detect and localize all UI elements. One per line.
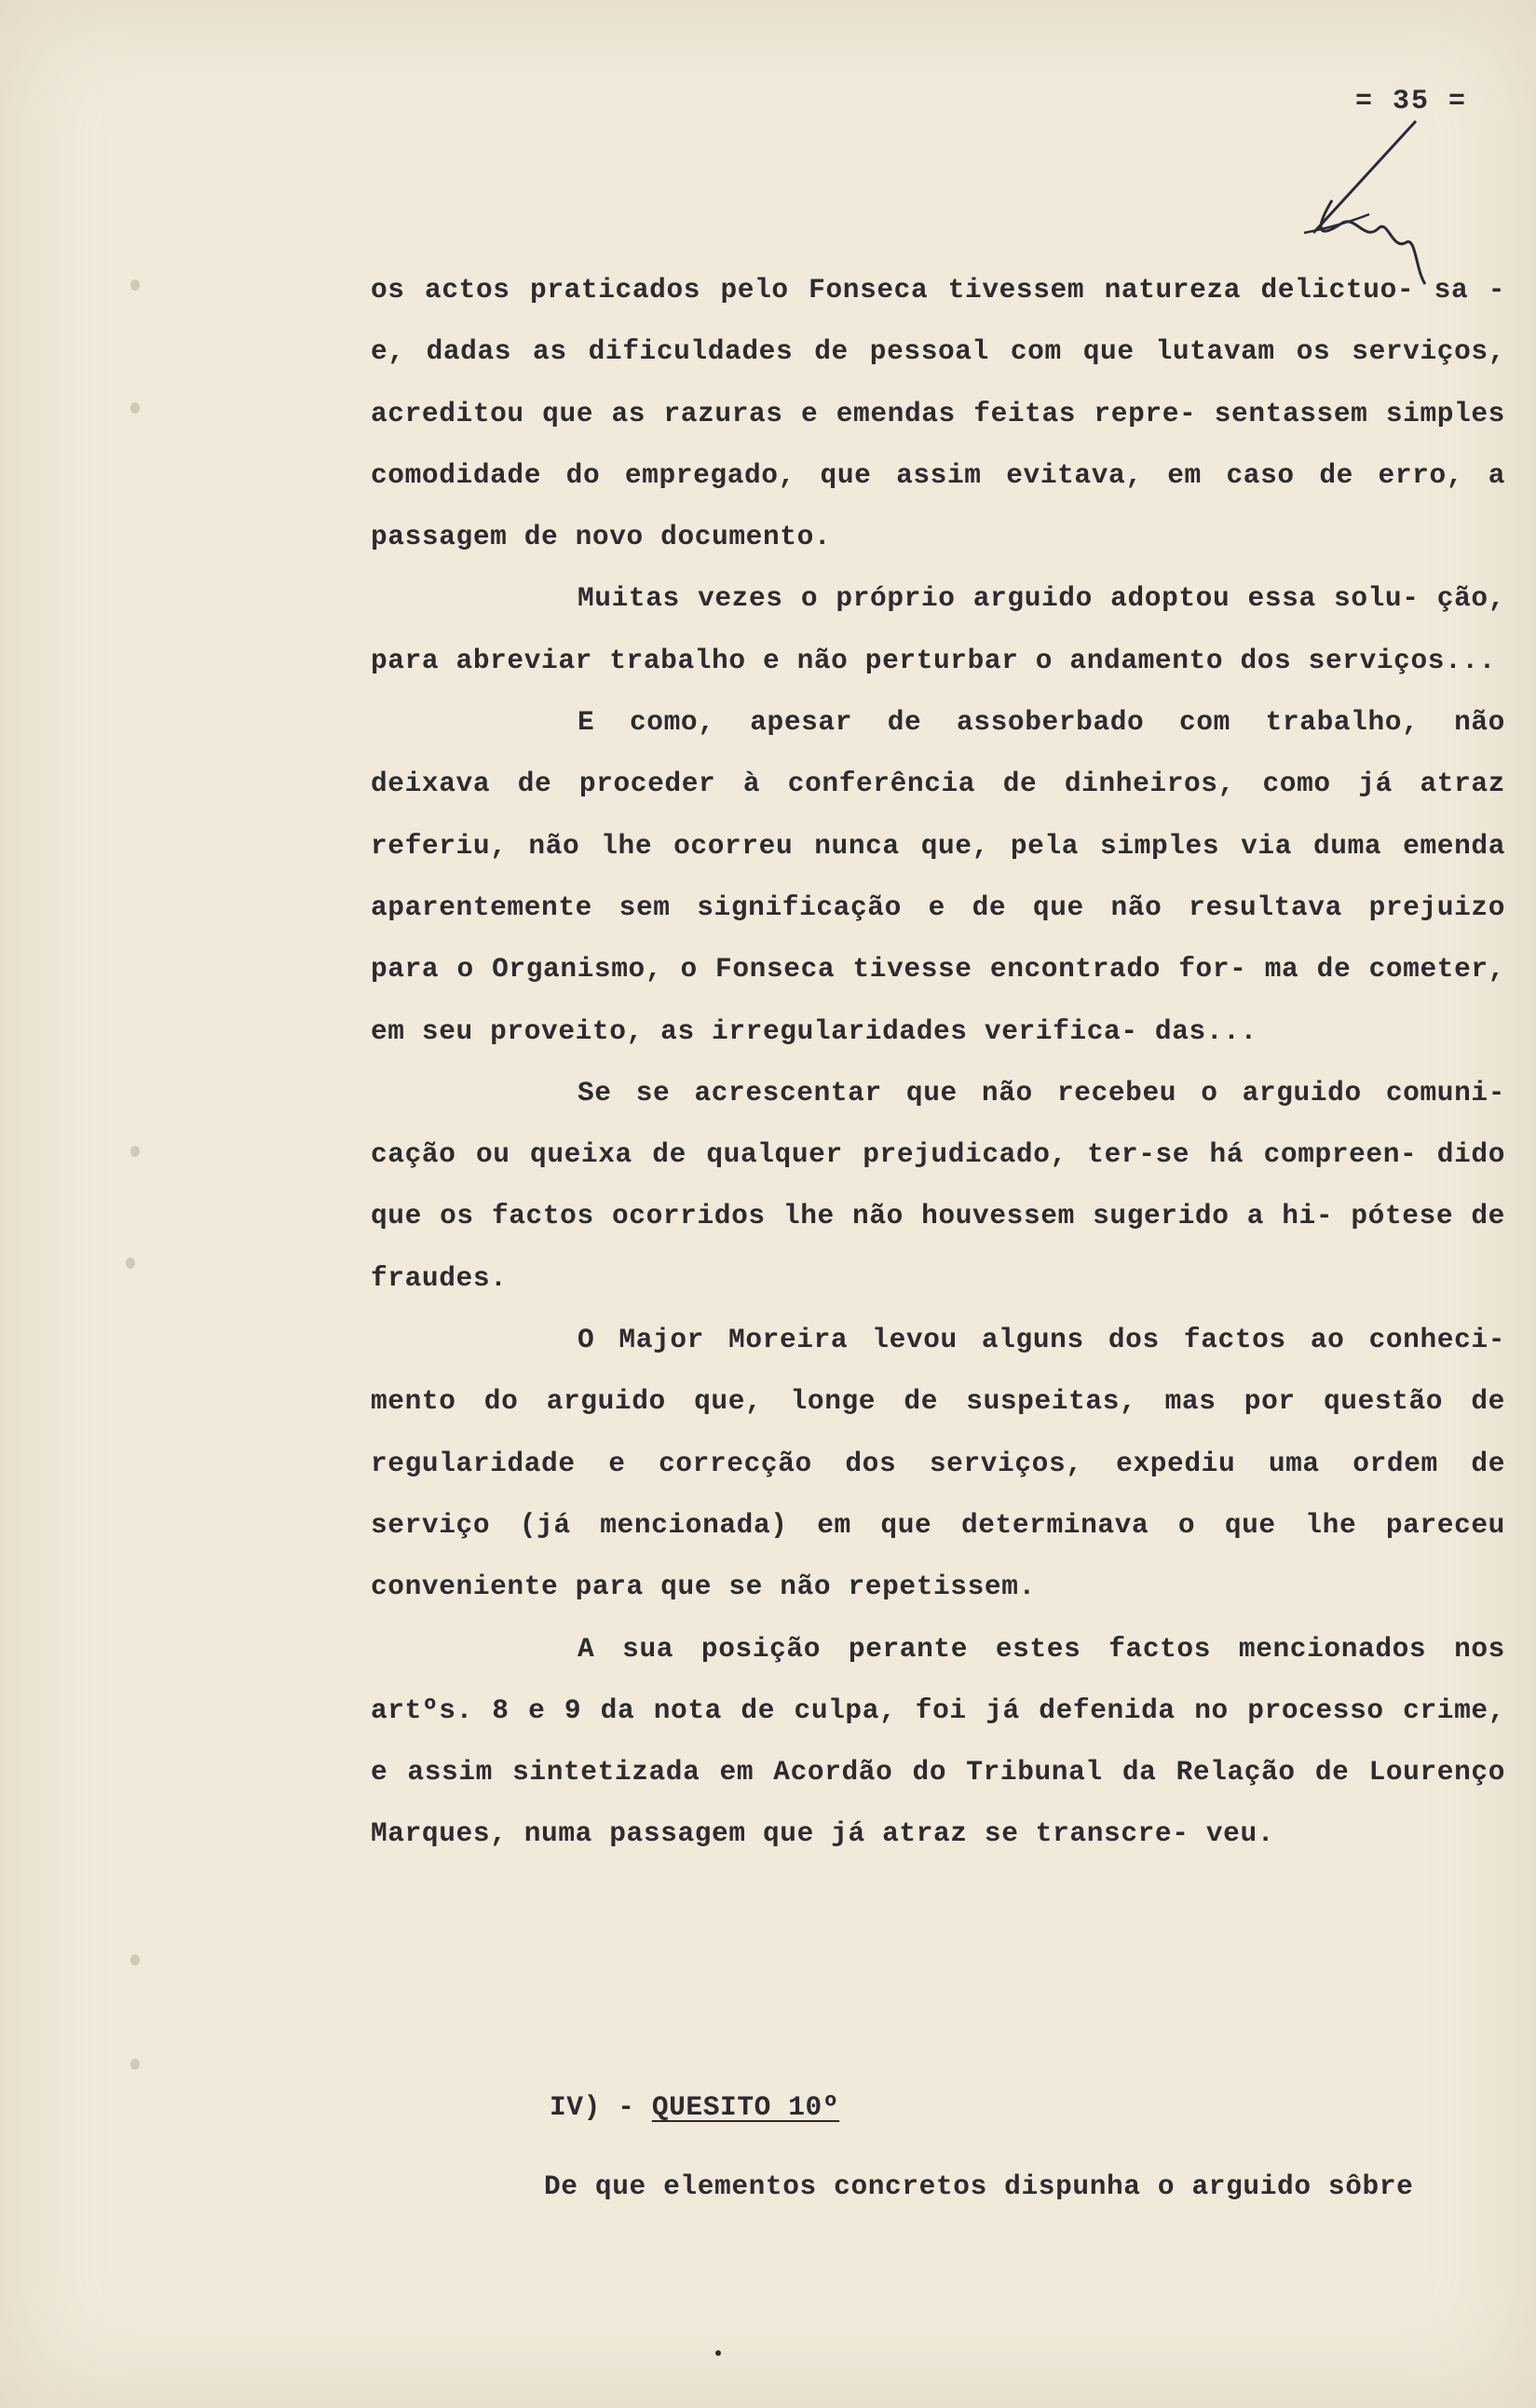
punch-hole <box>130 1954 140 1966</box>
heading-prefix: IV) - <box>550 2091 652 2123</box>
punch-hole <box>130 402 140 414</box>
document-body <box>371 259 1505 1865</box>
punch-hole <box>130 2059 140 2070</box>
paragraph-6: A sua posição perante estes factos mencionados nos artºs. 8 e 9 da nota de culpa, foi já defenida no processo crime, e assim sintetizada em Acordão do Tribunal da Relação de Lourenço Marques, numa passagem que já atraz se transcre- veu. <box>371 1632 1505 1850</box>
paragraph-3: E como, apesar de assoberbado com trabalho, não deixava de proceder à conferência de dinheiros, como já atraz referiu, não lhe ocorreu nunca que, pela simples via duma emenda aparentemente sem significação e de que não resultava prejuizo para o Organismo, o Fonseca tivesse encontrado for- ma de cometer, em seu proveito, as irregularidades verifica- das... <box>371 706 1505 1047</box>
punch-hole <box>130 1146 140 1157</box>
final-line: De que elementos concretos dispunha o arguido sôbre <box>544 2170 1414 2202</box>
ink-dot <box>715 2350 721 2356</box>
punch-hole <box>126 1258 135 1269</box>
heading-title: QUESITO 10º <box>651 2091 840 2123</box>
punch-hole <box>130 279 140 291</box>
paragraph-1: os actos praticados pelo Fonseca tivessem natureza delictuo- sa - e, dadas as dificuldades de pessoal com que lutavam os serviços, acreditou que as razuras e emendas feitas repre- sentassem simples comodidade do empregado, que assim evitava, em caso de erro, a passagem de novo documento. <box>371 274 1505 553</box>
paragraph-2: Muitas vezes o próprio arguido adoptou essa solu- ção, para abreviar trabalho e não perturbar o andamento dos serviços... <box>371 582 1505 676</box>
paragraph-4: Se se acrescentar que não recebeu o arguido comuni- cação ou queixa de qualquer prejudicado, ter-se há compreen- dido que os factos ocorridos lhe não houvessem sugerido a hi- pótese de fraudes. <box>371 1076 1505 1294</box>
paragraph-5: O Major Moreira levou alguns dos factos ao conheci- mento do arguido que, longe de suspeitas, mas por questão de regularidade e correcção dos serviços, expediu uma ordem de serviço (já mencionada) em que determinava o que lhe pareceu conveniente para que se não repetissem. <box>371 1324 1505 1603</box>
page-number: = 35 = <box>1355 86 1468 117</box>
section-heading <box>550 2091 839 2123</box>
